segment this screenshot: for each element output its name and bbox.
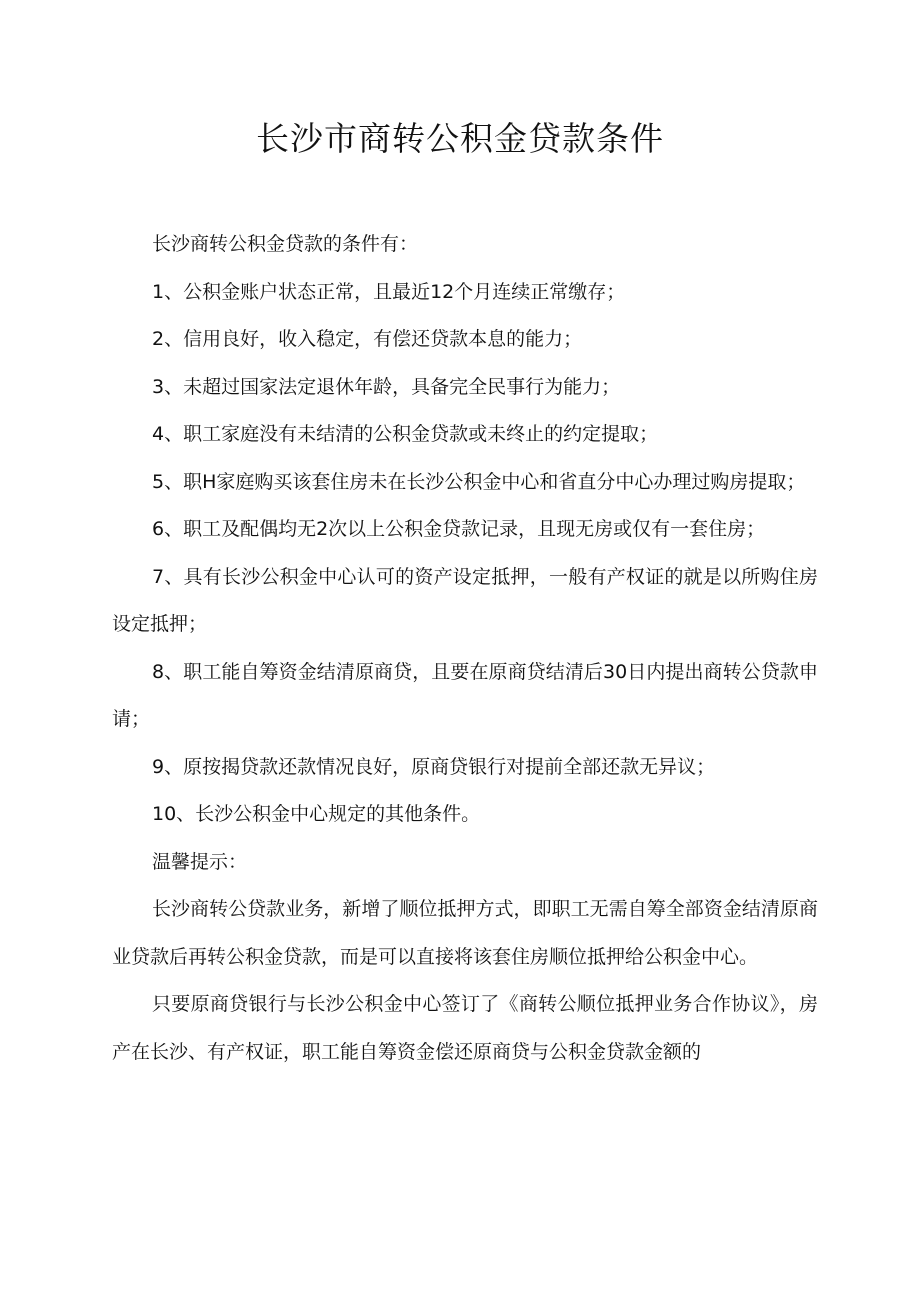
- condition-7: 7、具有长沙公积金中心认可的资产设定抵押，一般有产权证的就是以所购住房设定抵押；: [112, 565, 818, 635]
- tip-heading: 温馨提示：: [152, 850, 248, 873]
- document-body: [112, 221, 818, 1076]
- tip-paragraph-1: 长沙商转公贷款业务，新增了顺位抵押方式，即职工无需自筹全部资金结清原商业贷款后再转公积金贷款，而是可以直接将该套住房顺位抵押给公积金中心。: [112, 898, 818, 968]
- condition-3: 3、未超过国家法定退休年龄，具备完全民事行为能力；: [152, 375, 621, 398]
- condition-2: 2、信用良好，收入稳定，有偿还贷款本息的能力；: [152, 328, 583, 350]
- condition-4: 4、职工家庭没有未结清的公积金贷款或未终止的约定提取；: [152, 423, 659, 445]
- condition-1: 1、公积金账户状态正常，且最近12个月连续正常缴存；: [152, 280, 626, 303]
- condition-9: 9、原按揭贷款还款情况良好，原商贷银行对提前全部还款无异议；: [152, 755, 716, 778]
- intro-paragraph: 长沙商转公积金贷款的条件有：: [152, 233, 419, 255]
- condition-6: 6、职工及配偶均无2次以上公积金贷款记录，且现无房或仅有一套住房；: [152, 518, 766, 540]
- condition-8: 8、职工能自筹资金结清原商贷，且要在原商贷结清后30日内提出商转公贷款申请；: [112, 660, 818, 730]
- document-title: 长沙市商转公积金贷款条件: [256, 119, 664, 158]
- condition-10: 10、长沙公积金中心规定的其他条件。: [152, 803, 481, 825]
- condition-5: 5、职H家庭购买该套住房未在长沙公积金中心和省直分中心办理过购房提取；: [152, 470, 806, 493]
- tip-paragraph-2: 只要原商贷银行与长沙公积金中心签订了《商转公顺位抵押业务合作协议》，房产在长沙、有产权证，职工能自筹资金偿还原商贷与公积金贷款金额的: [112, 993, 818, 1063]
